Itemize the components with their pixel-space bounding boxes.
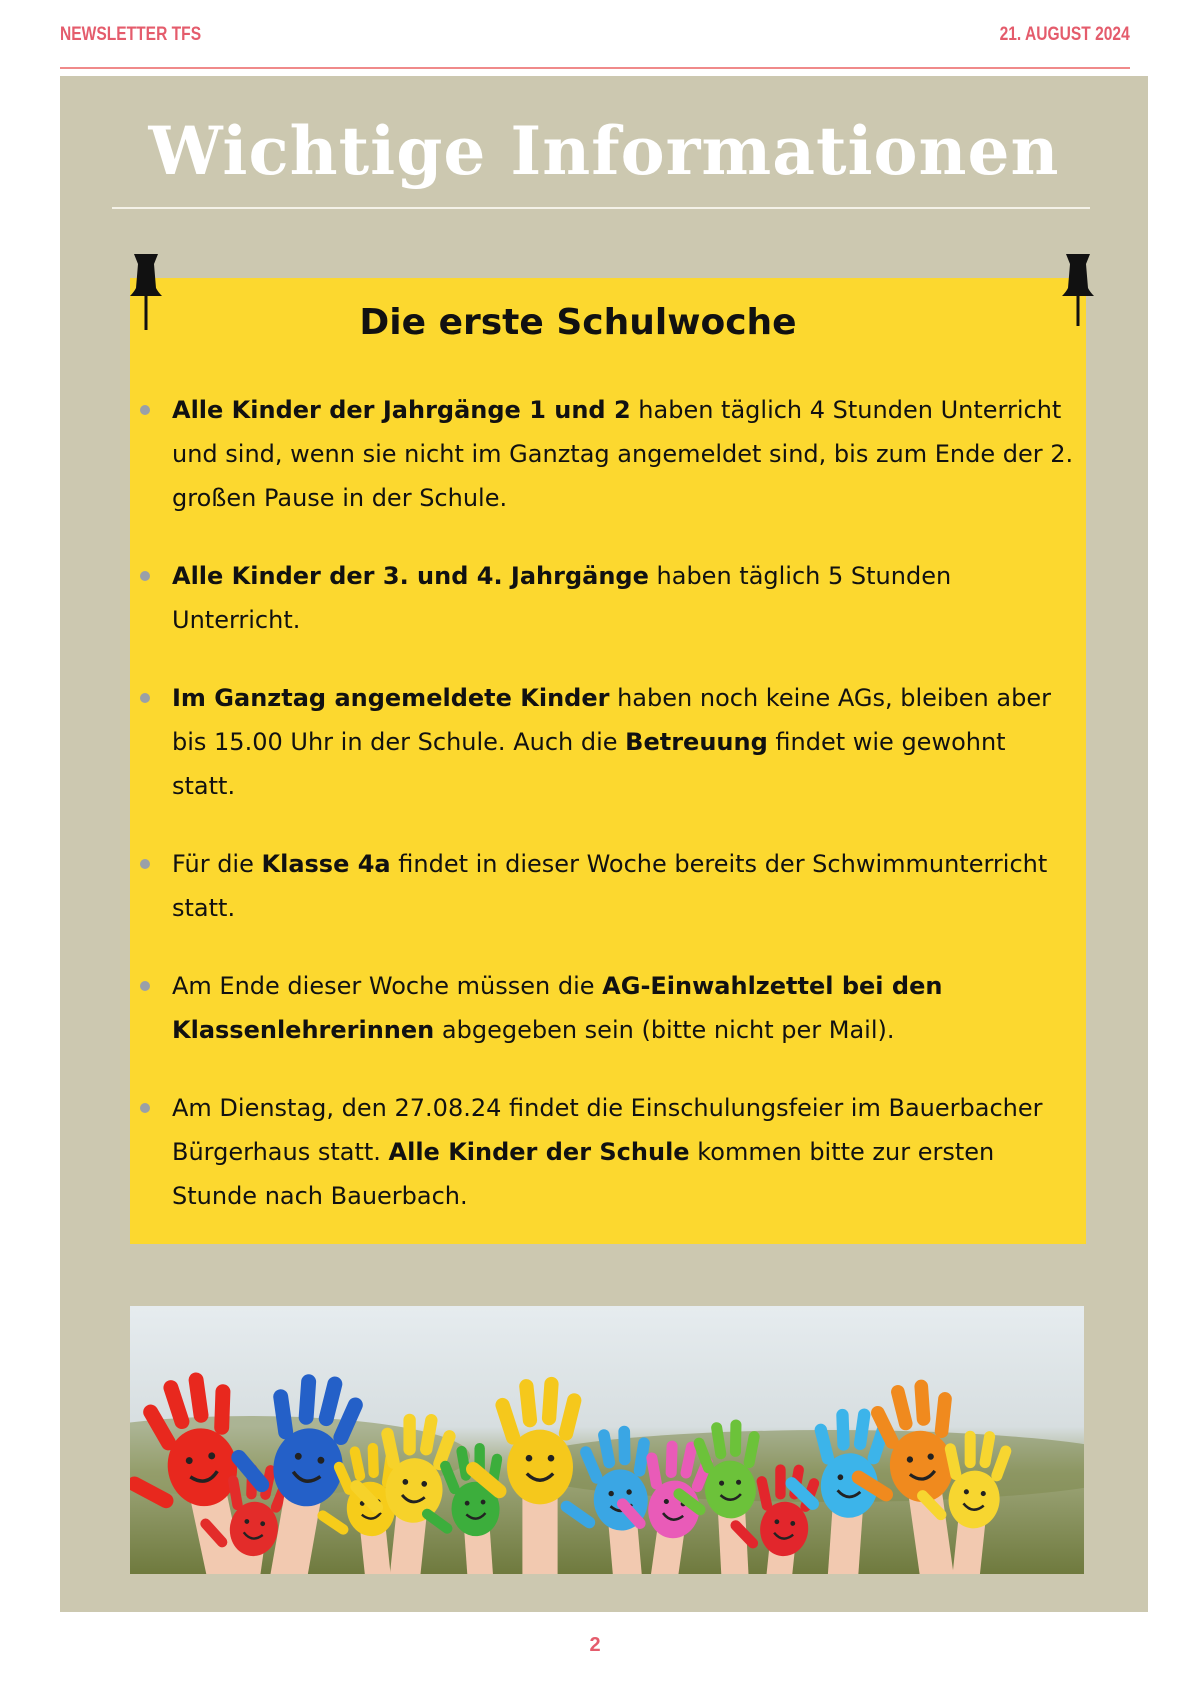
body-text: findet wie gewohnt statt. bbox=[172, 728, 1006, 800]
title-divider bbox=[112, 207, 1090, 209]
bullet-icon bbox=[140, 1103, 150, 1113]
page-header bbox=[60, 24, 1130, 46]
bullet-icon bbox=[140, 981, 150, 991]
body-text: haben noch keine AGs, bleiben aber bis 15.00 Uhr in der Schule. Auch die bbox=[172, 684, 1051, 756]
body-text: abgegeben sein (bitte nicht per Mail). bbox=[434, 1016, 895, 1044]
info-list bbox=[130, 388, 1086, 1252]
body-text: haben täglich 5 Stunden Unterricht. bbox=[172, 562, 952, 634]
emphasis-text: Alle Kinder der Schule bbox=[388, 1138, 690, 1166]
newsletter-date: 21. AUGUST 2024 bbox=[999, 24, 1130, 45]
body-text: haben täglich 4 Stunden Unterricht und sind, wenn sie nicht im Ganztag angemeldet sind, bis zum Ende der 2. großen Pause in der Schule. bbox=[172, 396, 1074, 512]
bullet-icon bbox=[140, 693, 150, 703]
list-item bbox=[130, 388, 1086, 520]
body-text: Am Ende dieser Woche müssen die bbox=[172, 972, 603, 1000]
painted-hands-photo bbox=[130, 1306, 1084, 1574]
newsletter-name: NEWSLETTER TFS bbox=[60, 24, 202, 45]
emphasis-text: Klasse 4a bbox=[261, 850, 391, 878]
page-number: 2 bbox=[589, 1634, 601, 1656]
emphasis-text: Alle Kinder der 3. und 4. Jahrgänge bbox=[172, 562, 649, 590]
list-item bbox=[130, 676, 1086, 808]
body-text: findet in dieser Woche bereits der Schwimmunterricht statt. bbox=[172, 850, 1048, 922]
bullet-icon bbox=[140, 859, 150, 869]
list-item bbox=[130, 1086, 1086, 1218]
emphasis-text: Alle Kinder der Jahrgänge 1 und 2 bbox=[172, 396, 631, 424]
note-title: Die erste Schulwoche bbox=[359, 302, 797, 343]
content-panel bbox=[60, 76, 1148, 1612]
bullet-icon bbox=[140, 571, 150, 581]
body-text: Am Dienstag, den 27.08.24 findet die Einschulungsfeier im Bauerbacher Bürgerhaus statt. bbox=[172, 1094, 1043, 1166]
body-text: Für die bbox=[172, 850, 262, 878]
list-item bbox=[130, 554, 1086, 642]
painted-hands-image bbox=[130, 1306, 1084, 1574]
bullet-icon bbox=[140, 405, 150, 415]
pushpin-icon bbox=[1060, 252, 1096, 332]
emphasis-text: Betreuung bbox=[625, 728, 768, 756]
emphasis-text: Im Ganztag angemeldete Kinder bbox=[172, 684, 610, 712]
emphasis-text: AG-Einwahlzettel bei den Klassenlehrerinnen bbox=[172, 972, 943, 1044]
header-divider bbox=[60, 67, 1130, 69]
pushpin-icon bbox=[128, 252, 164, 332]
body-text: kommen bitte zur ersten Stunde nach Bauerbach. bbox=[172, 1138, 995, 1210]
yellow-note bbox=[130, 278, 1086, 1244]
list-item bbox=[130, 964, 1086, 1052]
section-title: Wichtige Informationen bbox=[148, 112, 1060, 190]
list-item bbox=[130, 842, 1086, 930]
